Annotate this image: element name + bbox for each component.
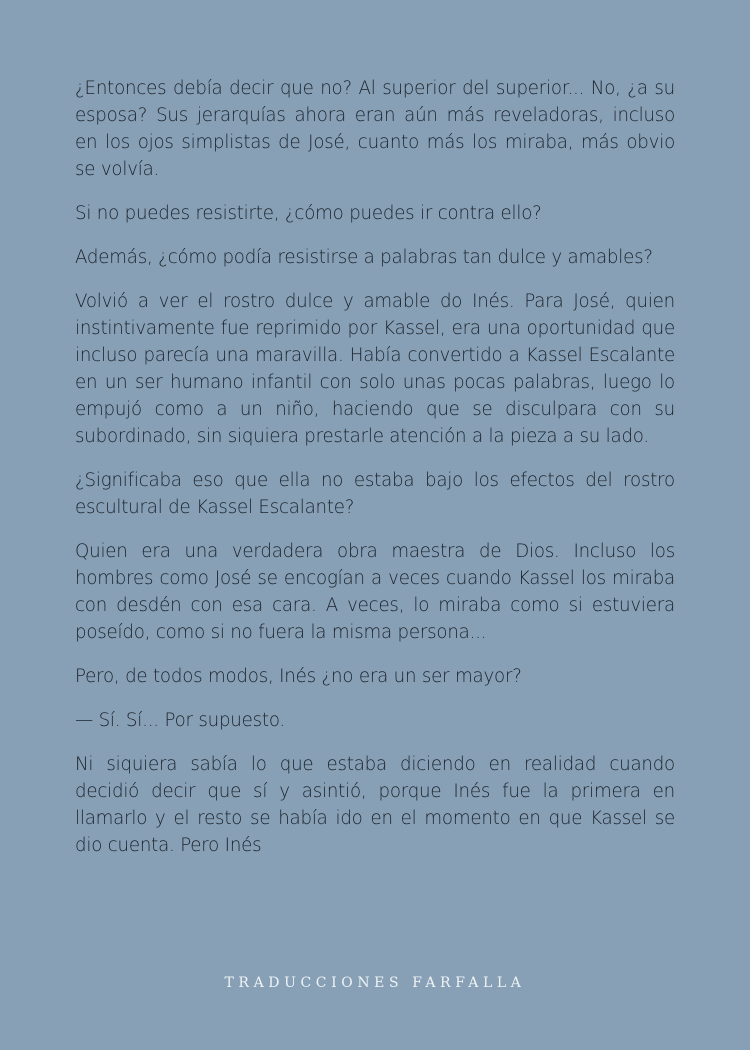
paragraph: ¿Significaba eso que ella no estaba bajo los efectos del rostro escultural de Kassel Escalante? xyxy=(75,470,675,518)
paragraph: Pero, de todos modos, Inés ¿no era un ser mayor? xyxy=(75,666,522,687)
paragraph: Además, ¿cómo podía resistirse a palabras tan dulce y amables? xyxy=(75,247,653,268)
page-body-text xyxy=(75,75,675,876)
paragraph: Si no puedes resistirte, ¿cómo puedes ir contra ello? xyxy=(75,203,542,224)
paragraph: Ni siquiera sabía lo que estaba diciendo en realidad cuando decidió decir que sí y asintió, porque Inés fue la primera en llamarlo y el resto se había ido en el momento en que Kassel se dio cuenta. Pero Inés xyxy=(75,754,675,856)
paragraph: Quien era una verdadera obra maestra de Dios. Incluso los hombres como José se encogían a veces cuando Kassel los miraba con desdén con esa cara. A veces, lo miraba como si estuviera poseído, como si no fuera la misma persona... xyxy=(75,541,675,643)
translator-credit: TRADUCCIONES FARFALLA xyxy=(224,975,526,991)
dialogue-line: — Sí. Sí... Por supuesto. xyxy=(75,710,286,731)
paragraph: Volvió a ver el rostro dulce y amable do Inés. Para José, quien instintivamente fue reprimido por Kassel, era una oportunidad que incluso parecía una maravilla. Había convertido a Kassel Escalante en un ser humano infantil con solo unas pocas palabras, luego lo empujó como a un niño, haciendo que se disculpara con su subordinado, sin siquiera prestarle atención a la pieza a su lado. xyxy=(75,291,675,447)
paragraph: ¿Entonces debía decir que no? Al superior del superior... No, ¿a su esposa? Sus jerarquías ahora eran aún más reveladoras, incluso en los ojos simplistas de José, cuanto más los miraba, más obvio se volvía. xyxy=(75,78,675,180)
